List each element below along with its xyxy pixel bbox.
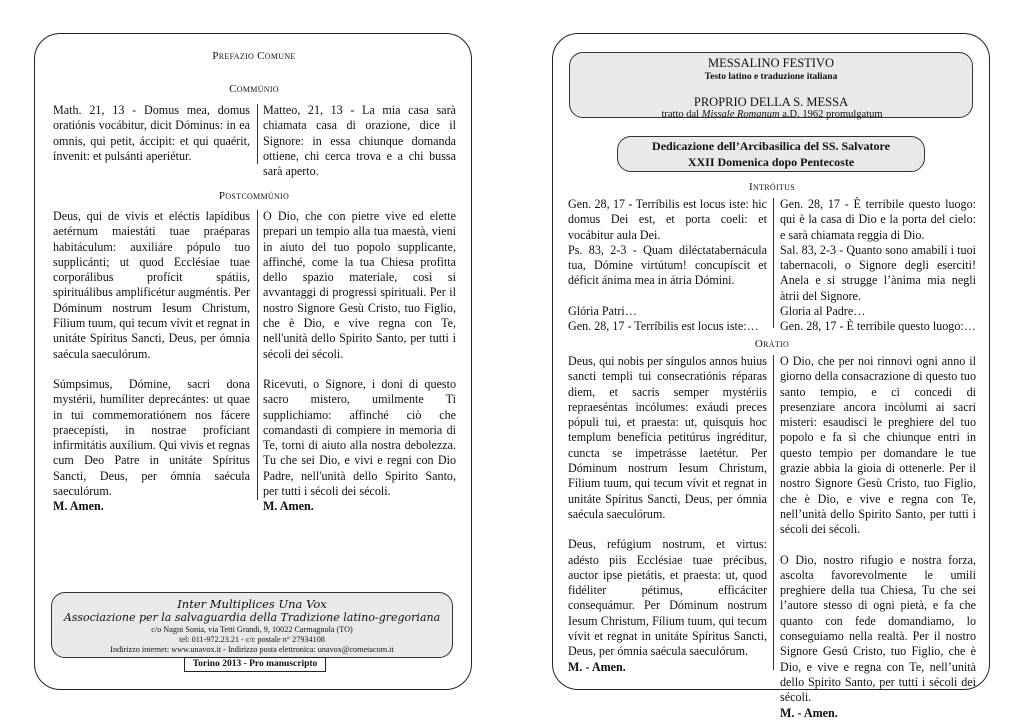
- proprio-title: PROPRIO DELLA S. MESSA: [693, 95, 849, 109]
- oratio-latin: Deus, qui nobis per síngulos annos huius sancti templi tui consecratiónis réparas diem, et sacris semper mystériis repraeséntas incólumes: exáudi preces pópuli tui, et praesta: ut, quisquis hoc templum benefícia petitúrus ingréditur, cuncta se impetrásse laetétur. Per Dóminum nostrum Iesum Christum, Fílium tuum, qui tecum vívit et regnat in unitáte Spíritus Sancti, Deus, per ómnia saécula saeculórum. Deus, refúgium nostrum, et virtus: adésto piis Ecclésiae tuae précibus, auctor ipse pietátis, et praesta: ut, quod fidéliter pétimus, efficáciter consequámur. Per Dóminum nostrum Iesum Christum, Fílium tuum, qui tecum vívit et regnat in unitáte Spíritus Sancti, Deus, per ómnia saécula saeculórum. M. - Amen.: [568, 354, 767, 674]
- association-web: Indirizzo internet: www.unavox.it - Indirizzo posta elettronica: unavox@cometacom.it: [110, 645, 394, 654]
- oratio-italian: O Dio, che per noi rinnovi ogni anno il giorno della consacrazione di questo tuo santo tempio, e ci concedi di presenziare ancora incòlumi ai sacri misteri: esaudisci le preghiere del tuo popolo e fa sì che chiunque entri in questo tempio per domandare le tue grazie abbia la gioia di ottenerle. Per il nostro Signore Gesù Cristo, tuo Figlio, che è Dio, e vive e regna con Te, nell’unità dello Spirito Santo, per tutti i sécoli dei sécoli. O Dio, nostro rifugio e nostra forza, ascolta favorevolmente le umili preghiere della tua Chiesa, Tu che sei l’autore stesso di ogni pietà, e fa che quanto con fede domandiamo, lo conseguiamo nella realtà. Per il nostro Signore Gesú Cristo, tuo Figlio, che è Dio, e vive e regna con Te, nell’unità dello Spirito Santo, per tutti i sécoli dei sécoli. M. - Amen.: [780, 354, 976, 720]
- introitus-latin: Gen. 28, 17 - Terríbilis est locus iste: hic domus Dei est, et porta coeli: et vocábitur aula Dei. Ps. 83, 2-3 - Quam diléctatabernácula tua, Dómine virtútum! concupíscit et déficit ánima mea in átria Dómini. Glória Patri… Gen. 28, 17 - Terríbilis est locus iste:…: [568, 197, 767, 334]
- feast-box: [617, 136, 925, 172]
- association-name: Associazione per la salvaguardia della Tradizione latino-gregoriana: [63, 611, 441, 624]
- column-divider: [773, 198, 774, 328]
- introitus-italian: Gen. 28, 17 - È terribile questo luogo: qui è la casa di Dio e la porta del cielo: e sarà chiamata reggia di Dio. Sal. 83, 2-3 - Quanto sono amabili i tuoi tabernacoli, o Signore degli eserciti! Anela e si strugge l’ànima mia negli àtrii del Signore. Gloria al Padre… Gen. 28, 17 - È terribile questo luogo:…: [780, 197, 976, 334]
- column-divider: [257, 210, 258, 500]
- left-page: [34, 33, 472, 690]
- association-footer: [51, 592, 453, 658]
- messalino-title: MESSALINO FESTIVO: [707, 56, 835, 70]
- communio-heading: Commúnio: [229, 83, 279, 95]
- introitus-heading: Intróitus: [749, 181, 795, 193]
- right-page: [552, 33, 990, 720]
- feast-sunday: XXII Domenica dopo Pentecoste: [687, 155, 855, 169]
- association-motto: Inter Multiplices Una Vox: [177, 597, 327, 611]
- prefazio-heading: Prefazio Comune: [212, 50, 296, 62]
- feast-title: Dedicazione dell’Arcibasilica del SS. Salvatore: [652, 139, 890, 153]
- communio-latin: Math. 21, 13 - Domus mea, domus oratiónis vocábitur, dicit Dóminus: in ea omnis, qui petit, áccipit: et qui quaérit, ínvenit: et pulsánti aperiétur.: [53, 103, 250, 163]
- association-phone: tel: 011-972.23.21 - c/c postale n° 27934108: [179, 635, 325, 644]
- postcommunio-italian: O Dio, che con pietre vive ed elette prepari un tempio alla tua maestà, vieni in aiuto del tuo popolo supplicante, affinché, come la tua Chiesa profitta dello spazio materiale, così si avvantaggi di progressi spirituali. Per il nostro Signore Gesù Cristo, tuo Figlio, che è Dio, e vive regna con Te, nell'unità dello Spirito Santo, per tutti i sécoli dei sécoli. Ricevuti, o Signore, i doni di questo sacro mistero, umilmente Ti supplichiamo: affinché ciò che comandasti di compiere in memoria di Te, torni di aiuto alla nostra debolezza. Tu che sei Dio, e vivi e regni con Dio Padre, nell'unità dello Spirito Santo, per tutti i sécoli dei sécoli. M. Amen.: [263, 209, 456, 514]
- oratio-heading: Orátio: [754, 338, 790, 350]
- column-divider: [773, 355, 774, 670]
- postcommunio-latin: Deus, qui de vivis et eléctis lapídibus aetérnum maiestáti tuae praéparas habitáculum: auxiliáre pópulo tuo supplicánti; ut quod Ecclésiae tuae corporálibus profícit spátiis, spirituálibus amplificétur augméntis. Per Dóminum nostrum Iesum Christum, Fílium tuum, qui tecum vívit et regnat in unitáte Spíritus Sancti, Deus, per ómnia saécula saeculórum. Súmpsimus, Dómine, sacri dona mystérii, humíliter deprecántes: ut quae in tui commemoratiónem nos fácere praecepísti, in nostrae profíciant infirmitátis auxílium. Qui vivis et regnas cum Deo Patre in unitáte Spíritus Sancti, Deus, per ómnia saécula saeculórum. M. Amen.: [53, 209, 250, 514]
- postcommunio-heading: Postcommúnio: [218, 190, 290, 202]
- print-badge: Torino 2013 - Pro manuscripto: [184, 657, 326, 672]
- communio-italian: Matteo, 21, 13 - La mia casa sarà chiamata casa di orazione, dice il Signore: in essa chiunque domanda ottiene, chi cerca trova e a chi bussa sarà aperto.: [263, 103, 456, 179]
- messalino-subtitle: Testo latino e traduzione italiana: [704, 72, 838, 82]
- association-address: c/o Nagni Sonia, via Tetti Grandi, 9, 10022 Carmagnola (TO): [151, 625, 353, 634]
- missale-source: tratto dal Missale Romanum a.D. 1962 promulgatum: [661, 109, 883, 120]
- column-divider: [257, 104, 258, 164]
